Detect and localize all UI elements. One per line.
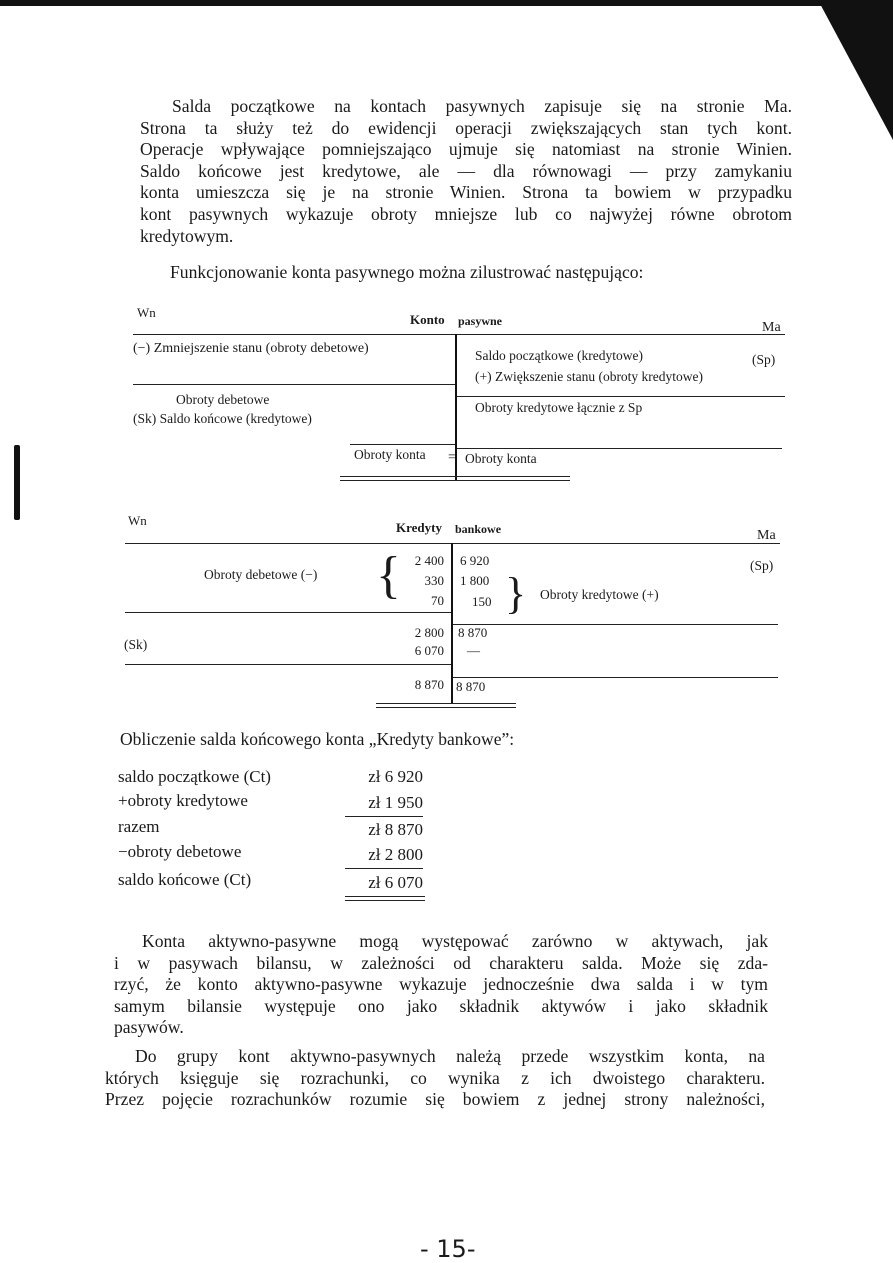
text-line: Funkcjonowanie konta pasywnego można zilustrować następująco: <box>170 262 644 282</box>
calc-label: saldo końcowe (Ct) <box>118 870 252 889</box>
text-line: pasywów. <box>114 1017 184 1038</box>
account-wn-label: Wn <box>128 513 147 528</box>
paragraph-passive-accounts <box>140 96 792 247</box>
debit-turnover-total: Obroty konta <box>354 447 426 462</box>
credit-brace: } <box>505 569 527 618</box>
calc-value: zł 1 950 <box>368 793 423 812</box>
calc-label: saldo początkowe (Ct) <box>118 767 271 786</box>
credit-total-rule <box>453 677 778 678</box>
text-line: i w pasywach bilansu, w zależności od charakteru salda. Może się zda- <box>114 952 768 973</box>
account-center-line <box>451 543 453 703</box>
text-line: Do grupy kont aktywno-pasywnych należą przede wszystkim konta, na <box>135 1046 765 1066</box>
calc-value: zł 2 800 <box>368 845 423 864</box>
scan-top-edge <box>0 0 893 6</box>
text-line: Operacje wpływające pomniejszająco ujmuje się natomiast na stronie Winien. <box>140 139 792 160</box>
debit-total: 8 870 <box>414 677 444 692</box>
account-ma-label: Ma <box>762 320 781 335</box>
text-line: których księguje się rozrachunki, co wynika z ich dwoistego charakteru. <box>105 1067 765 1088</box>
calc-diff-rule <box>345 868 423 869</box>
account-top-rule <box>133 334 785 335</box>
credit-turnover-label: Obroty kredytowe (+) <box>540 587 659 602</box>
credit-turnover-total-label: Obroty konta <box>465 451 537 466</box>
page-number: - 15- <box>420 1235 476 1263</box>
double-rule-1 <box>376 703 516 704</box>
debit-turnover-label: Obroty debetowe (−) <box>204 567 318 582</box>
paragraph-illustration-intro <box>140 262 792 284</box>
debit-closing-balance: 6 070 <box>414 643 444 658</box>
account-title-kredyty: Kredyty <box>396 520 442 535</box>
debit-value: 70 <box>431 593 444 608</box>
credit-value: 1 800 <box>460 573 490 588</box>
calc-label: −obroty debetowe <box>118 842 242 861</box>
debit-total-rule <box>125 664 451 665</box>
debit-turnover-label: Obroty debetowe <box>176 392 270 407</box>
text-line: Strona ta służy też do ewidencji operacji zwiększających stan tych kont. <box>140 117 792 138</box>
debit-brace: { <box>376 547 401 604</box>
calc-value: zł 6 920 <box>368 767 423 786</box>
debit-closing-balance: (Sk) Saldo końcowe (kredytowe) <box>133 411 312 426</box>
text-line: Salda początkowe na kontach pasywnych zapisuje się na stronie Ma. <box>172 96 792 116</box>
text-line: Konta aktywno-pasywne mogą występować zarówno w aktywach, jak <box>142 931 768 951</box>
calc-title: Obliczenie salda końcowego konta „Kredyty bankowe”: <box>120 729 515 749</box>
text-line: rzyć, że konto aktywno-pasywne wykazuje jednocześnie dwa salda i w tym <box>114 974 768 995</box>
text-line: Przez pojęcie rozrachunków rozumie się bowiem z jednej strony należności, <box>105 1089 765 1110</box>
double-rule-1 <box>340 476 570 477</box>
turnover-equals: = <box>448 449 456 464</box>
credit-total: 8 870 <box>456 679 486 694</box>
calc-sum-rule <box>345 816 423 817</box>
scan-corner-shadow <box>818 0 893 140</box>
debit-sum: 2 800 <box>414 625 444 640</box>
account-ma-label: Ma <box>757 528 776 543</box>
calc-value: zł 8 870 <box>368 820 423 839</box>
debit-value: 330 <box>424 573 444 588</box>
account-title-bankowe: bankowe <box>455 522 502 536</box>
sk-label: (Sk) <box>124 637 148 652</box>
text-line: kredytowym. <box>140 225 234 246</box>
credit-dash: — <box>467 643 480 658</box>
debit-decrease-text: (−) Zmniejszenie stanu (obroty debetowe) <box>133 341 369 356</box>
double-rule-2 <box>340 480 570 481</box>
credit-value: 6 920 <box>460 553 490 568</box>
credit-turnover-total: Obroty kredytowe łącznie z Sp <box>475 400 643 415</box>
debit-mid-rule <box>133 384 455 385</box>
account-title-pasywne: pasywne <box>458 314 503 328</box>
double-rule-2 <box>376 707 516 708</box>
calc-double-rule-1 <box>345 896 425 897</box>
text-line: kont pasywnych wykazuje obroty mniejsze lub co najwyżej równe obrotom <box>140 203 792 224</box>
credit-sum: 8 870 <box>458 625 488 640</box>
account-title-konto: Konto <box>410 312 445 327</box>
credit-sp-label: (Sp) <box>752 352 776 367</box>
credit-mid-rule <box>453 624 778 625</box>
calc-double-rule-2 <box>345 900 425 901</box>
calc-label: razem <box>118 817 160 836</box>
debit-value: 2 400 <box>414 553 444 568</box>
text-line: konta umieszcza się je na stronie Winien. Strona ta bowiem w przypadku <box>140 182 792 203</box>
text-line: samym bilansie występuje ono jako składnik aktywów i jako składnik <box>114 995 768 1016</box>
credit-value: 150 <box>472 594 492 609</box>
account-wn-label: Wn <box>137 305 156 320</box>
scan-binding-mark <box>14 445 20 520</box>
credit-increase-text: (+) Zwiększenie stanu (obroty kredytowe) <box>475 369 704 384</box>
credit-sp-label: (Sp) <box>750 558 774 573</box>
credit-total-rule <box>457 448 782 449</box>
credit-opening-balance: Saldo początkowe (kredytowe) <box>475 348 643 363</box>
debit-mid-rule <box>125 612 451 613</box>
calc-label: +obroty kredytowe <box>118 791 248 810</box>
debit-total-rule <box>350 444 455 445</box>
calc-value: zł 6 070 <box>368 873 423 892</box>
text-line: Saldo końcowe jest kredytowe, ale — dla równowagi — przy zamykaniu <box>140 160 792 181</box>
paragraph-settlements <box>105 1046 765 1111</box>
paragraph-active-passive-accounts <box>114 931 768 1039</box>
credit-mid-rule <box>457 396 785 397</box>
